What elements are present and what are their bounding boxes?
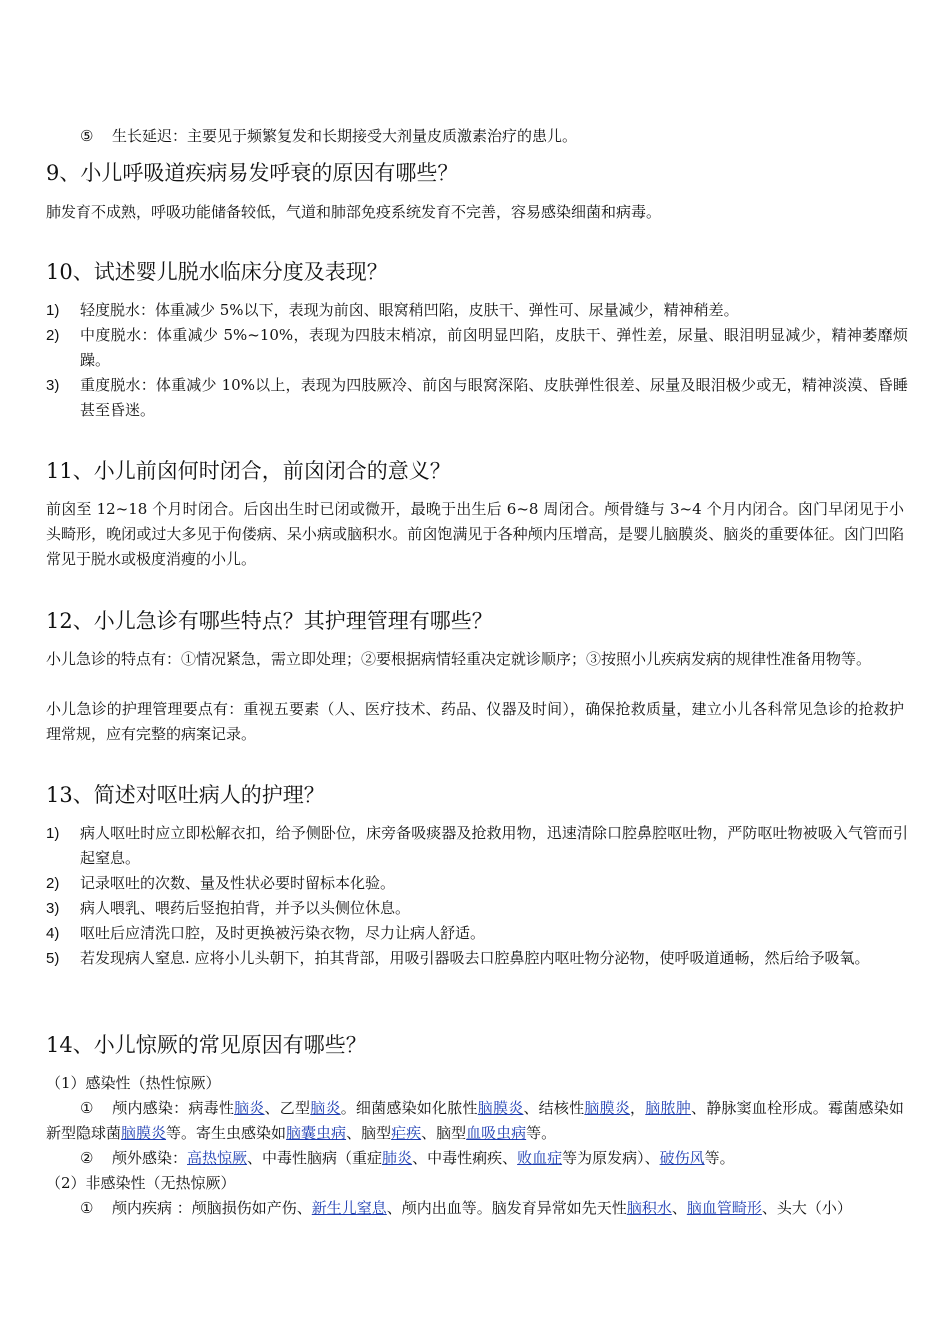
term-link[interactable]: 脑血管畸形 <box>686 1199 762 1217</box>
item-text: 若发现病人窒息. 应将小儿头朝下，拍其背部，用吸引器吸去口腔鼻腔内呕吐物分泌物，使呼吸道通畅，然后给予吸氧。 <box>80 949 870 967</box>
text-segment: 、脑型 <box>421 1124 467 1142</box>
term-link[interactable]: 血吸虫病 <box>466 1124 527 1142</box>
category-infectious: （1）感染性（热性惊厥） <box>46 1074 221 1092</box>
text-segment: 颅外感染： <box>112 1149 188 1167</box>
term-link[interactable]: 肺炎 <box>382 1149 413 1167</box>
text-segment: 、头大（小） <box>761 1199 852 1217</box>
item-marker: ⑤ <box>80 127 94 145</box>
item-text: 轻度脱水：体重减少 5%以下，表现为前囟、眼窝稍凹陷，皮肤干、弹性可、尿量减少，精神稍差。 <box>80 301 739 319</box>
term-link[interactable]: 脑囊虫病 <box>286 1124 347 1142</box>
question-13-heading: 13、简述对呕吐病人的护理？ <box>46 783 325 807</box>
list-item <box>46 871 908 896</box>
text-segment: 、中毒性脑病（重症 <box>247 1149 383 1167</box>
text-segment: 颅内感染：病毒性 <box>112 1099 235 1117</box>
text-segment: 、乙型 <box>264 1099 311 1117</box>
term-link[interactable]: 脑脓肿 <box>645 1099 691 1117</box>
list-item <box>46 373 908 423</box>
question-9-answer: 肺发育不成熟，呼吸功能储备较低，气道和肺部免疫系统发育不完善，容易感染细菌和病毒。 <box>46 203 662 221</box>
question-12-heading: 12、小儿急诊有哪些特点？其护理管理有哪些？ <box>46 609 493 633</box>
text-segment: 、结核性 <box>523 1099 585 1117</box>
text-segment: 等。 <box>704 1149 735 1167</box>
item-text: 病人呕吐时应立即松解衣扣，给予侧卧位，床旁备吸痰器及抢救用物，迅速清除口腔鼻腔呕吐物，严防呕吐物被吸入气管而引起窒息。 <box>80 824 908 867</box>
term-link[interactable]: 脑炎 <box>310 1099 341 1117</box>
item-number: 1) <box>46 825 60 842</box>
text-segment: ， <box>630 1099 646 1117</box>
text-segment: 、颅内出血等。脑发育异常如先天性 <box>386 1199 627 1217</box>
list-item <box>46 921 908 946</box>
question-12-answer-2: 小儿急诊的护理管理要点有：重视五要素（人、医疗技术、药品、仪器及时间），确保抢救质量，建立小儿各科常见急诊的抢救护理常规，应有完整的病案记录。 <box>46 700 904 743</box>
text-segment: 等。寄生虫感染如 <box>166 1124 287 1142</box>
text-segment: 等。 <box>526 1124 557 1142</box>
cause-intracranial-disease <box>46 1196 904 1221</box>
list-item <box>46 946 908 971</box>
question-14-heading: 14、小儿惊厥的常见原因有哪些？ <box>46 1033 367 1057</box>
item-marker: ① <box>80 1099 94 1117</box>
text-segment: 、静脉窦血栓形成。霉菌感染如新型隐球菌 <box>46 1099 904 1142</box>
term-link[interactable]: 疟疾 <box>391 1124 422 1142</box>
item-text: 记录呕吐的次数、量及性状必要时留标本化验。 <box>80 874 396 892</box>
list-item <box>46 896 908 921</box>
term-link[interactable]: 脑积水 <box>626 1199 672 1217</box>
prev-list-item-5 <box>46 124 904 149</box>
term-link[interactable]: 高热惊厥 <box>187 1149 248 1167</box>
item-text: 重度脱水：体重减少 10%以上，表现为四肢厥冷、前囟与眼窝深陷、皮肤弹性很差、尿量及眼泪极少或无，精神淡漠、昏睡甚至昏迷。 <box>80 376 908 419</box>
category-noninfectious: （2）非感染性（无热惊厥） <box>46 1174 236 1192</box>
item-number: 2) <box>46 875 60 892</box>
item-marker: ② <box>80 1149 94 1167</box>
text-segment: 颅内疾病 ：颅脑损伤如产伤、 <box>112 1199 312 1217</box>
item-text: 病人喂乳、喂药后竖抱拍背，并予以头侧位休息。 <box>80 899 411 917</box>
cause-intracranial-infection <box>46 1096 904 1146</box>
item-marker: ① <box>80 1199 94 1217</box>
list-item <box>46 323 908 373</box>
term-link[interactable]: 脑炎 <box>234 1099 265 1117</box>
item-number: 4) <box>46 925 60 942</box>
list-item <box>46 821 908 871</box>
item-number: 2) <box>46 327 60 344</box>
question-10-heading: 10、试述婴儿脱水临床分度及表现？ <box>46 260 388 284</box>
term-link[interactable]: 败血症 <box>517 1149 563 1167</box>
text-segment: 、中毒性痢疾、 <box>412 1149 518 1167</box>
text-segment: 、 <box>671 1199 687 1217</box>
question-12-answer-1: 小儿急诊的特点有：①情况紧急，需立即处理；②要根据病情轻重决定就诊顺序；③按照小儿疾病发病的规律性准备用物等。 <box>46 650 872 668</box>
item-number: 1) <box>46 302 60 319</box>
question-9-heading: 9、小儿呼吸道疾病易发呼衰的原因有哪些？ <box>46 161 459 185</box>
term-link[interactable]: 脑膜炎 <box>584 1099 631 1117</box>
text-segment: 等为原发病）、 <box>562 1149 660 1167</box>
item-text: 生长延迟：主要见于频繁复发和长期接受大剂量皮质激素治疗的患儿。 <box>112 127 578 145</box>
text-segment: 、脑型 <box>346 1124 392 1142</box>
item-number: 3) <box>46 377 60 394</box>
item-number: 5) <box>46 950 60 967</box>
text-segment: 。细菌感染如化脓性 <box>340 1099 478 1117</box>
item-text: 呕吐后应清洗口腔，及时更换被污染衣物，尽力让病人舒适。 <box>80 924 486 942</box>
list-item <box>46 298 908 323</box>
item-number: 3) <box>46 900 60 917</box>
term-link[interactable]: 新生儿窒息 <box>311 1199 387 1217</box>
term-link[interactable]: 破伤风 <box>659 1149 705 1167</box>
cause-extracranial-infection <box>46 1146 904 1171</box>
item-text: 中度脱水：体重减少 5%~10%，表现为四肢末梢凉，前囟明显凹陷，皮肤干、弹性差，尿量、眼泪明显减少，精神萎靡烦躁。 <box>80 326 908 369</box>
term-link[interactable]: 脑膜炎 <box>121 1124 167 1142</box>
question-11-heading: 11、小儿前囟何时闭合，前囟闭合的意义？ <box>46 459 451 483</box>
term-link[interactable]: 脑膜炎 <box>477 1099 524 1117</box>
question-11-answer: 前囟至 12~18 个月时闭合。后囟出生时已闭或微开，最晚于出生后 6~8 周闭合。颅骨缝与 3~4 个月内闭合。囟门早闭见于小头畸形，晚闭或过大多见于佝偻病、呆小病或脑积水。前囟饱满见于各种颅内压增高，是婴儿脑膜炎、脑炎的重要体征。囟门凹陷常见于脱水或极度消瘦的小儿。 <box>46 500 904 568</box>
